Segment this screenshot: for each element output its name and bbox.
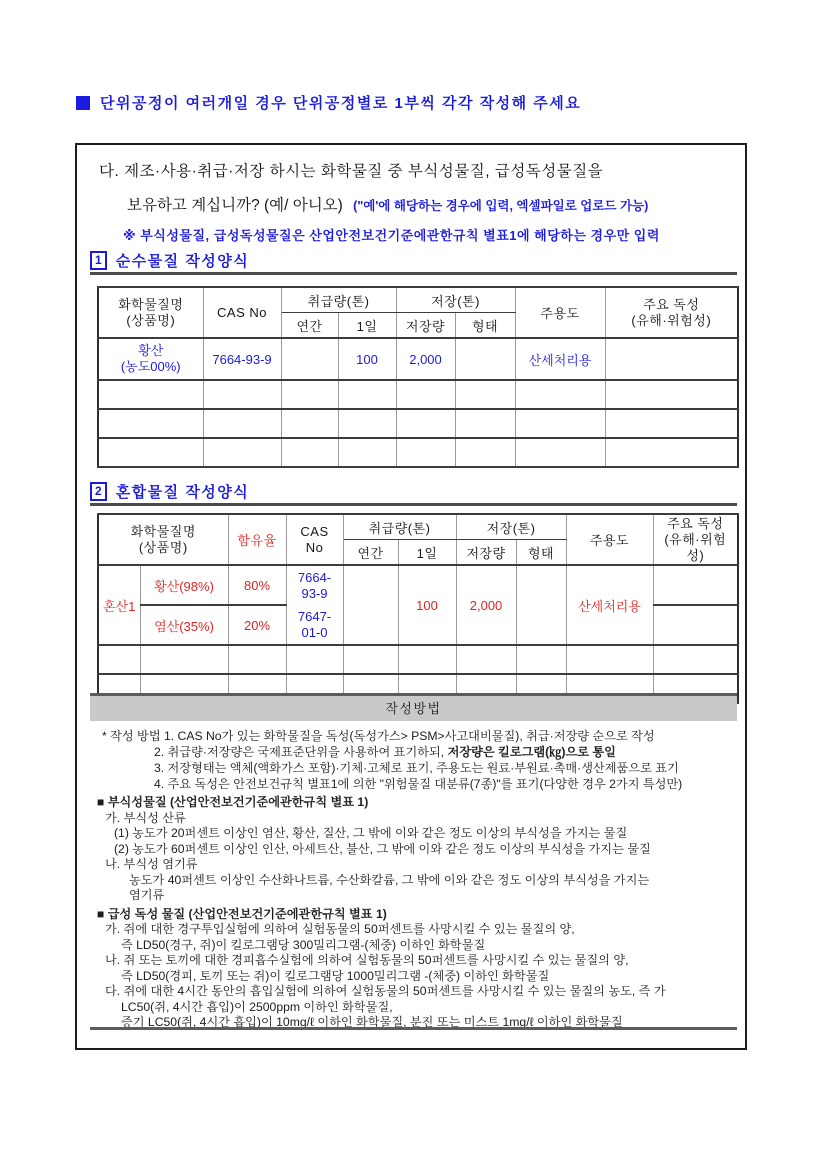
header-storage-group: 저장(톤) xyxy=(396,287,515,313)
cell-usage: 산세처리용 xyxy=(566,565,653,645)
header-cas-no: CAS No xyxy=(203,287,281,338)
instructions-block xyxy=(77,728,745,1031)
cell-cas: 7664-93-9 xyxy=(203,338,281,380)
cell-cas: 7664- 93-9 xyxy=(286,565,343,605)
corrosive-title: ■ 부식성물질 (산업안전보건기준에관한규칙 별표 1) xyxy=(97,795,369,809)
section1-title-text: 순수물질 작성양식 xyxy=(115,253,250,270)
form-box xyxy=(75,143,747,1050)
section-number-badge: 1 xyxy=(90,251,107,270)
empty-row xyxy=(98,438,738,467)
acute-line: 다. 쥐에 대한 4시간 동안의 흡입실험에 의하여 실험동물의 50퍼센트를 사망시킬 수 있는 물질의 농도, 즉 가 xyxy=(105,984,666,998)
empty-row xyxy=(98,380,738,409)
header-chemical-name: 화학물질명 (상품명) xyxy=(98,514,228,565)
corrosive-line: 나. 부식성 염기류 xyxy=(105,857,198,871)
cell-component-ratio: 20% xyxy=(228,605,286,645)
cell-component-name: 염산(35%) xyxy=(140,605,228,645)
header-storage-amount: 저장량 xyxy=(456,540,516,566)
method-line-3: 3. 저장형태는 액체(액화가스 포함)·기체·고체로 표기, 주용도는 원료·부원료·촉매·생산제품으로 표기 xyxy=(154,761,679,775)
cell-yearly xyxy=(281,338,338,380)
cell-toxicity xyxy=(605,338,738,380)
acute-toxicity-section xyxy=(77,907,745,1031)
section-number-badge: 2 xyxy=(90,482,107,501)
question-block xyxy=(77,159,745,244)
mixture-table xyxy=(97,513,739,704)
corrosive-line: (1) 농도가 20퍼센트 이상인 염산, 황산, 질산, 그 밖에 이와 같은 정도 이상의 부식성을 가지는 물질 xyxy=(114,826,628,840)
cell-form xyxy=(455,338,515,380)
method-section-bar: 작성방법 xyxy=(90,693,737,721)
cell-daily: 100 xyxy=(338,338,396,380)
acute-line: 즉 LD50(경피, 토끼 또는 쥐)이 킬로그램당 1000밀리그램 -(체중) 이하인 화학물질 xyxy=(121,968,550,983)
cell-chemical-name: 황산 (농도00%) xyxy=(98,338,203,380)
header-cas-no: CAS No xyxy=(286,514,343,565)
header-form: 형태 xyxy=(516,540,566,566)
cell-usage: 산세처리용 xyxy=(515,338,605,380)
cell-toxicity xyxy=(653,565,738,605)
section1-title xyxy=(90,250,249,271)
header-usage: 주용도 xyxy=(566,514,653,565)
cell-mixture-name: 혼산1 xyxy=(98,565,140,645)
corrosive-line: 가. 부식성 산류 xyxy=(105,810,186,825)
cell-daily: 100 xyxy=(398,565,456,645)
empty-row xyxy=(98,409,738,438)
question-yes-no: 보유하고 계십니까? (예/ 아니오) xyxy=(127,197,343,214)
header-daily: 1일 xyxy=(398,540,456,566)
section2-title xyxy=(90,481,249,502)
cell-form xyxy=(516,565,566,645)
bottom-rule xyxy=(90,1027,737,1030)
pure-substance-table xyxy=(97,286,739,468)
cell-toxicity xyxy=(653,605,738,645)
header-chemical-name: 화학물질명 (상품명) xyxy=(98,287,203,338)
corrosive-substance-section xyxy=(77,795,745,904)
method-line-2: 2. 취급량·저장량은 국제표준단위을 사용하여 표기하되, 저장량은 킬로그램(㎏)으로 통일 xyxy=(154,745,616,759)
cell-component-name: 황산(98%) xyxy=(140,565,228,605)
method-line-2-bold: 저장량은 킬로그램(㎏)으로 통일 xyxy=(447,745,616,759)
corrosive-line: 염기류 xyxy=(129,888,165,902)
header-content-ratio: 함유율 xyxy=(228,514,286,565)
section2-rule xyxy=(90,503,737,506)
method-line-1: * 작성 방법 1. CAS No가 있는 화학물질을 독성(독성가스> PSM>사고대비물질), 취급·저장량 순으로 작성 xyxy=(102,729,655,743)
method-notes xyxy=(77,728,745,792)
header-yearly: 연간 xyxy=(281,313,338,339)
acute-line: 증기 LC50(쥐, 4시간 흡입)이 10mg/ℓ 이하인 화학물질, 분진 또는 미스트 1mg/ℓ 이하인 화학물질 xyxy=(121,1015,623,1029)
acute-line: 나. 쥐 또는 토끼에 대한 경피흡수실험에 의하여 실험동물의 50퍼센트를 사망시킬 수 있는 물질의 양, xyxy=(105,953,629,967)
blue-square-bullet-icon xyxy=(76,96,90,110)
cell-storage: 2,000 xyxy=(456,565,516,645)
question-line-2 xyxy=(127,193,745,215)
header-usage: 주용도 xyxy=(515,287,605,338)
section2-title-text: 혼합물질 작성양식 xyxy=(115,484,250,501)
mixture-component-row xyxy=(98,565,738,605)
empty-row xyxy=(98,645,738,674)
corrosive-line: (2) 농도가 60퍼센트 이상인 인산, 아세트산, 불산, 그 밖에 이와 같은 정도 이상의 부식성을 가지는 물질 xyxy=(114,841,651,856)
cell-storage: 2,000 xyxy=(396,338,455,380)
header-storage-group: 저장(톤) xyxy=(456,514,566,540)
acute-line: 즉 LD50(경구, 쥐)이 킬로그램당 300밀리그램-(체중) 이하인 화학물질 xyxy=(121,937,486,952)
cell-yearly xyxy=(343,565,398,645)
table-row xyxy=(98,338,738,380)
section1-rule xyxy=(90,272,737,275)
header-storage-amount: 저장량 xyxy=(396,313,455,339)
header-toxicity: 주요 독성 (유해·위험성) xyxy=(653,514,738,565)
question-line-3: ※ 부식성물질, 급성독성물질은 산업안전보건기준에관한규칙 별표1에 해당하는 경우만 입력 xyxy=(123,228,660,243)
header-handling-group: 취급량(톤) xyxy=(281,287,396,313)
header-daily: 1일 xyxy=(338,313,396,339)
acute-line: LC50(쥐, 4시간 흡입)이 2500ppm 이하인 화학물질, xyxy=(121,999,393,1014)
header-yearly: 연간 xyxy=(343,540,398,566)
acute-line: 가. 쥐에 대한 경구투입실험에 의하여 실험동물의 50퍼센트를 사망시킬 수 있는 물질의 양, xyxy=(105,922,575,936)
top-note-text: 단위공정이 여러개일 경우 단위공정별로 1부씩 각각 작성해 주세요 xyxy=(100,95,582,112)
question-note: ("예'에 해당하는 경우에 입력, 엑셀파일로 업로드 가능) xyxy=(353,199,649,213)
method-line-4: 4. 주요 독성은 안전보건규칙 별표1에 의한 "위험물질 대분류(7종)"를 표기(다양한 경우 2가지 특성만) xyxy=(154,777,683,791)
acute-title: ■ 급성 독성 물질 (산업안전보건기준에관한규칙 별표 1) xyxy=(97,906,387,921)
question-line-1: 다. 제조·사용·취급·저장 하시는 화학물질 중 부식성물질, 급성독성물질을 xyxy=(99,163,604,180)
top-note xyxy=(76,92,581,113)
cell-cas: 7647- 01-0 xyxy=(286,605,343,645)
header-handling-group: 취급량(톤) xyxy=(343,514,456,540)
corrosive-line: 농도가 40퍼센트 이상인 수산화나트륨, 수산화칼륨, 그 밖에 이와 같은 정도 이상의 부식성을 가지는 xyxy=(129,872,650,887)
cell-component-ratio: 80% xyxy=(228,565,286,605)
header-toxicity: 주요 독성 (유해·위험성) xyxy=(605,287,738,338)
header-form: 형태 xyxy=(455,313,515,339)
